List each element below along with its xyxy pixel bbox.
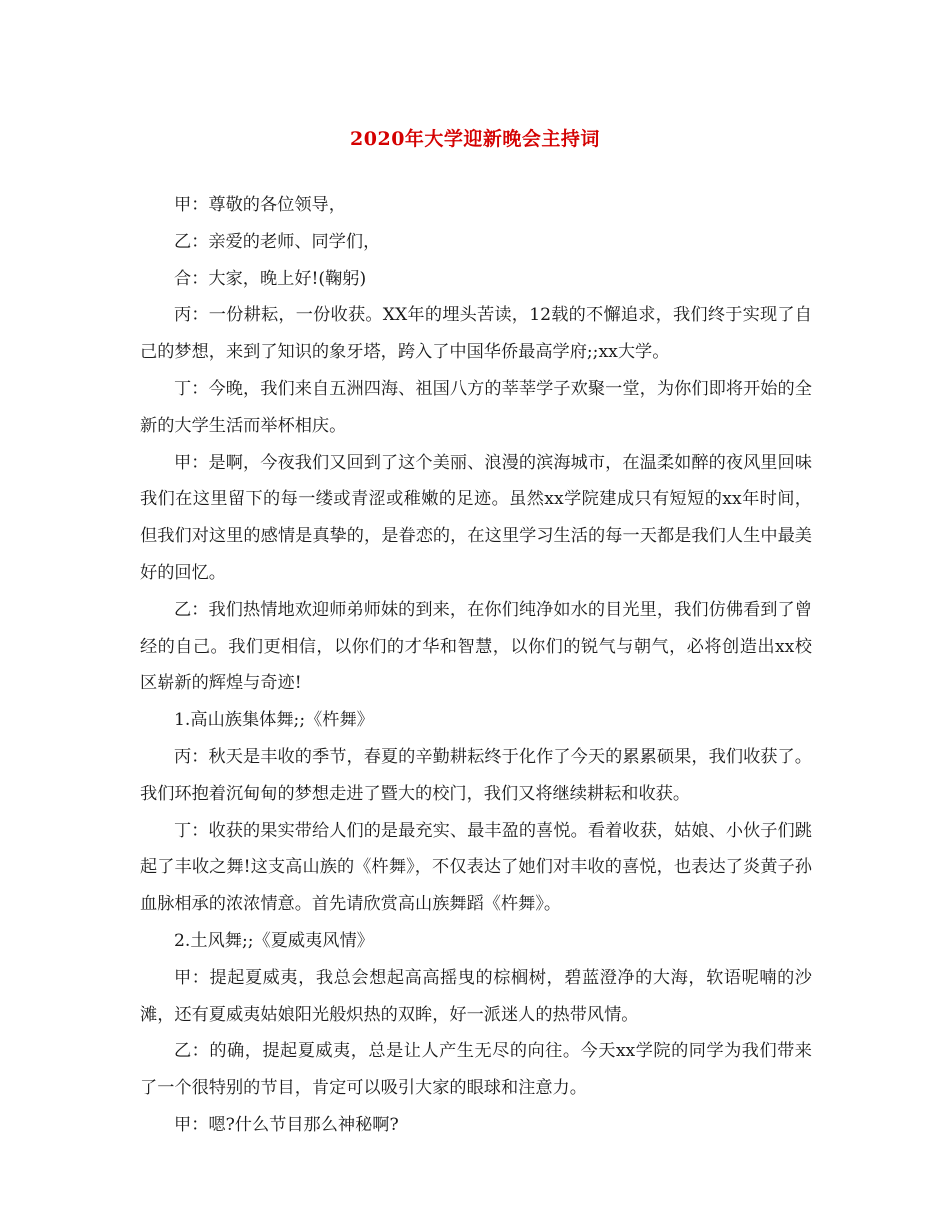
document-title: 2020年大学迎新晚会主持词 (350, 128, 600, 150)
program-item-2: 2.土风舞;;《夏威夷风情》 (174, 930, 374, 951)
paragraph-bing-harvest: 丙：秋天是丰收的季节，春夏的辛勤耕耘终于化作了今天的累累硕果，我们收获了。我们环抱着沉甸甸的梦想走进了暨大的校门，我们又将继续耕耘和收获。 (140, 746, 812, 804)
paragraph-jia-question: 甲：嗯?什么节目那么神秘啊? (174, 1114, 399, 1135)
paragraph-jia-hawaii: 甲：提起夏威夷，我总会想起高高摇曳的棕榈树，碧蓝澄净的大海，软语呢喃的沙滩，还有夏威夷姑娘阳光般炽热的双眸，好一派迷人的热带风情。 (140, 967, 812, 1025)
paragraph-yi-welcome: 乙：我们热情地欢迎师弟师妹的到来，在你们纯净如水的目光里，我们仿佛看到了曾经的自己。我们更相信，以你们的才华和智慧，以你们的锐气与朝气，必将创造出xx校区崭新的辉煌与奇迹! (140, 599, 812, 694)
paragraph-ding-intro: 丁：今晚，我们来自五洲四海、祖国八方的莘莘学子欢聚一堂，为你们即将开始的全新的大学生活而举杯相庆。 (140, 378, 812, 436)
paragraph-jia-city: 甲：是啊，今夜我们又回到了这个美丽、浪漫的滨海城市，在温柔如醉的夜风里回味我们在这里留下的每一缕或青涩或稚嫩的足迹。虽然xx学院建成只有短短的xx年时间，但我们对这里的感情是真挚的，是眷恋的，在这里学习生活的每一天都是我们人生中最美好的回忆。 (140, 452, 812, 583)
paragraph-yi-hawaii: 乙：的确，提起夏威夷，总是让人产生无尽的向往。今天xx学院的同学为我们带来了一个很特别的节目，肯定可以吸引大家的眼球和注意力。 (140, 1041, 812, 1099)
paragraph-bing-intro: 丙：一份耕耘，一份收获。XX年的埋头苦读，12载的不懈追求，我们终于实现了自己的梦想，来到了知识的象牙塔，跨入了中国华侨最高学府;;xx大学。 (140, 305, 812, 363)
document-body (140, 187, 812, 1144)
paragraph-ding-harvest: 丁：收获的果实带给人们的是最充实、最丰盈的喜悦。看着收获，姑娘、小伙子们跳起了丰收之舞!这支高山族的《杵舞》，不仅表达了她们对丰收的喜悦，也表达了炎黄子孙血脉相承的浓浓情意。首先请欣赏高山族舞蹈《杵舞》。 (140, 820, 812, 915)
paragraph-greeting-teachers: 乙：亲爱的老师、同学们， (174, 231, 381, 252)
program-item-1: 1.高山族集体舞;;《杵舞》 (174, 710, 374, 731)
paragraph-greeting-leaders: 甲：尊敬的各位领导， (174, 195, 346, 215)
paragraph-greeting-all: 合：大家，晚上好!(鞠躬) (174, 268, 367, 289)
